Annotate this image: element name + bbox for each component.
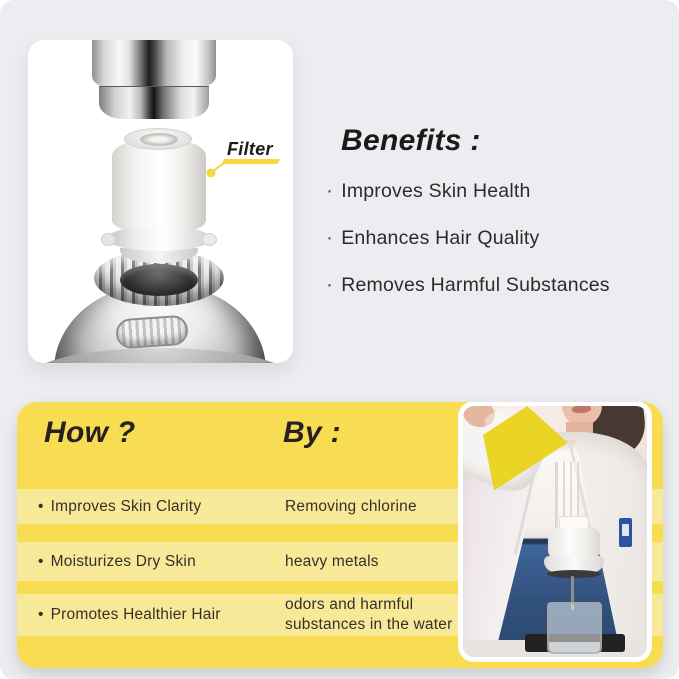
lab-test-photo-frame [458,402,652,662]
how-cell [38,553,196,571]
badge-mark [622,524,629,536]
by-heading: By : [283,416,341,449]
bullet-icon: • [38,497,44,515]
filter-device-ring [547,570,601,578]
how-text: Improves Skin Clarity [50,497,202,515]
benefits-list [326,179,610,297]
how-text: Promotes Healthier Hair [50,606,221,623]
lab-test-photo [463,406,647,657]
benefits-section [326,124,610,297]
how-cell [38,606,221,624]
benefit-text: Enhances Hair Quality [341,227,540,249]
bullet-icon: · [326,273,334,296]
filter-callout-dot [207,169,216,178]
bullet-icon: • [38,552,44,570]
faucet-filter-photo-card [28,40,293,363]
benefit-text: Removes Harmful Substances [341,274,610,296]
how-heading: How ? [44,416,136,449]
benefit-item [326,226,610,250]
how-by-card [17,402,663,668]
benefits-heading: Benefits : [341,124,481,157]
by-cell: odors and harmful substances in the water [285,596,453,633]
filter-callout-line [28,40,293,363]
benefit-text: Improves Skin Health [341,180,531,202]
bullet-icon: · [326,179,334,202]
bullet-icon: · [326,226,334,249]
how-cell [38,498,201,516]
benefit-item [326,273,610,297]
how-text: Moisturizes Dry Skin [50,552,196,570]
benefit-item [326,179,610,203]
by-cell: Removing chlorine [285,497,417,515]
by-cell: heavy metals [285,552,379,570]
beaker-water [549,642,600,652]
bullet-icon: • [38,606,44,623]
filter-callout-label: Filter [227,139,273,159]
